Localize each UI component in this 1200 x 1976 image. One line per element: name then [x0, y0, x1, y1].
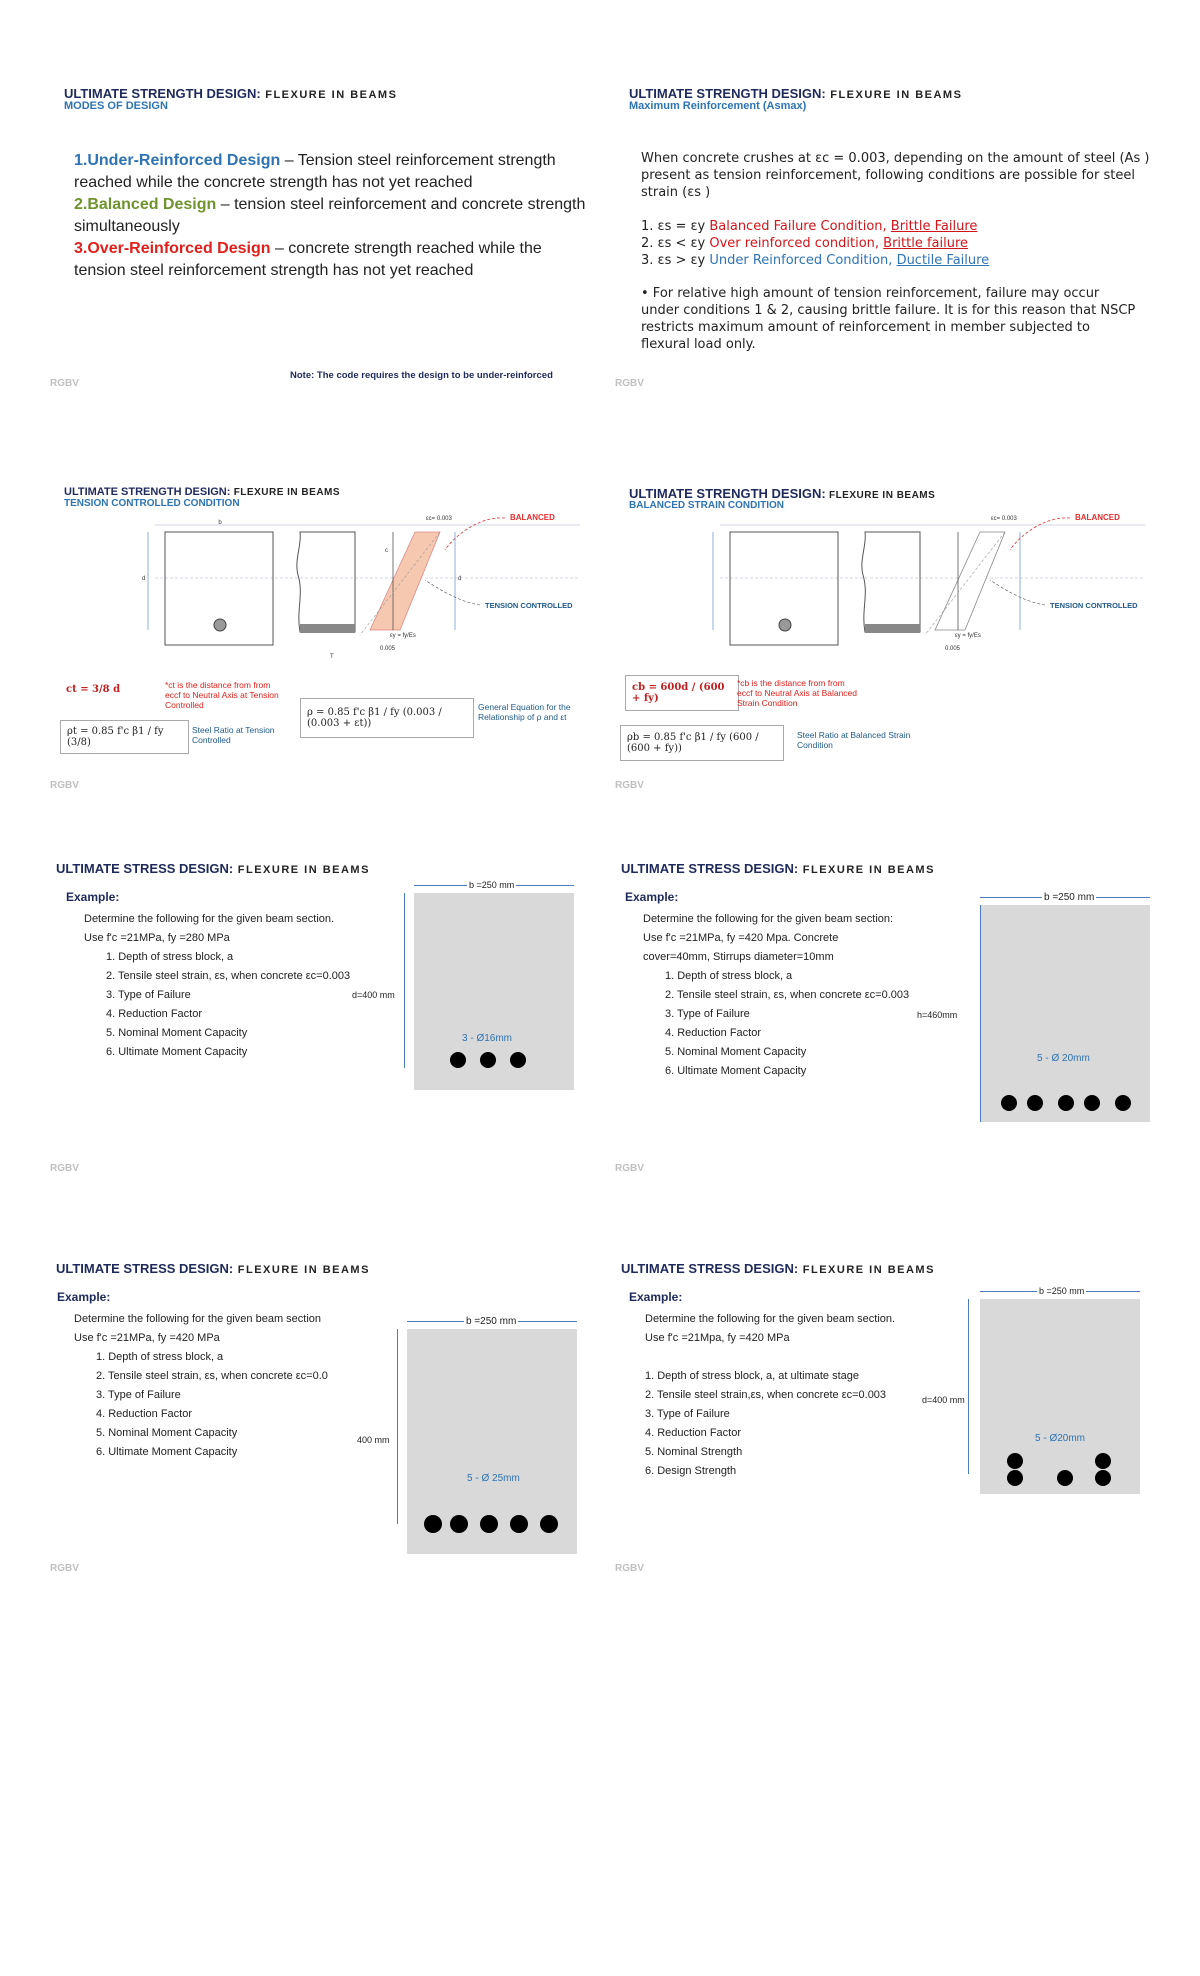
rebar: [1115, 1095, 1131, 1111]
problem-items: [645, 1367, 945, 1481]
label-tension-controlled: TENSION CONTROLLED: [1050, 601, 1138, 610]
beam-width: b =250 mm: [1039, 1286, 1085, 1296]
beam-depth: h=460mm: [917, 1010, 958, 1020]
problem-item: 6. Design Strength: [645, 1465, 737, 1477]
bar-spec: 5 - Ø 20mm: [1037, 1053, 1090, 1064]
example-text: [74, 1310, 364, 1462]
example-label: Example:: [66, 890, 120, 904]
eq-rho-t-note: Steel Ratio at Tension Controlled: [192, 725, 275, 745]
problem-item: 3. Type of Failure: [96, 1389, 181, 1401]
condition-3: 3. εs > εy Under Reinforced Condition, Ductile Failure: [641, 253, 990, 268]
slide-subtitle: MODES OF DESIGN: [64, 100, 168, 112]
problem-item: 6. Ultimate Moment Capacity: [106, 1046, 248, 1058]
label-tension-controlled: TENSION CONTROLLED: [485, 601, 573, 610]
depth-dimension-line: [404, 893, 405, 1068]
eq-cb: cb = 600d / (600 + fy): [625, 675, 739, 711]
rebar: [1057, 1470, 1073, 1486]
bar-spec: 3 - Ø16mm: [462, 1033, 513, 1044]
footer-mark: RGBV: [50, 780, 79, 791]
problem-items: [643, 967, 943, 1081]
eq-ct-note: *ct is the distance from from eccf to Neutral Axis at Tension Controlled: [165, 680, 279, 710]
label-eps-c: εc= 0.003: [426, 516, 452, 522]
slide-title: ULTIMATE STRESS DESIGN: FLEXURE IN BEAMS: [621, 861, 935, 876]
problem-item: 6. Ultimate Moment Capacity: [665, 1065, 807, 1077]
problem-item: 4. Reduction Factor: [665, 1027, 761, 1039]
beam-section: [980, 1299, 1140, 1494]
footer-mark: RGBV: [50, 1163, 79, 1174]
rebar: [450, 1515, 468, 1533]
rebar: [1095, 1470, 1111, 1486]
slide-subtitle: Maximum Reinforcement (Asmax): [629, 100, 807, 112]
label-c: c: [385, 548, 388, 554]
problem-line-2: Use f'c =21Mpa, fy =420 MPa: [645, 1332, 790, 1344]
slide-balanced-strain: [615, 480, 1185, 820]
eq-rho-t: ρt = 0.85 f'c β1 / fy (3/8): [60, 720, 189, 754]
label-balanced: BALANCED: [1075, 513, 1120, 522]
rebar: [450, 1052, 466, 1068]
problem-line-3: cover=40mm, Stirrups diameter=10mm: [643, 951, 834, 963]
footer-mark: RGBV: [50, 378, 79, 389]
slide-max-reinforcement: [615, 80, 1185, 420]
slide-example-3: [52, 1255, 612, 1595]
rebar: [510, 1052, 526, 1068]
problem-item: 4. Reduction Factor: [106, 1008, 202, 1020]
beam-depth: 400 mm: [357, 1435, 390, 1445]
slide-example-1: [52, 855, 612, 1195]
problem-item: 4. Reduction Factor: [645, 1427, 741, 1439]
footer-mark: RGBV: [615, 1163, 644, 1174]
condition-1: 1. εs = εy Balanced Failure Condition, Brittle Failure: [641, 219, 978, 234]
label-eps-c: εc= 0.003: [991, 516, 1017, 522]
problem-item: 1. Depth of stress block, a: [665, 970, 793, 982]
rebar: [510, 1515, 528, 1533]
footer-mark: RGBV: [615, 378, 644, 389]
label-T: T: [330, 654, 334, 660]
depth-dimension-line: [980, 905, 981, 1122]
beam-section: [980, 905, 1150, 1122]
intro-text: When concrete crushes at εc = 0.003, depending on the amount of steel (As ) present as tension reinforcement, following conditions are possible for steel strain (εs ): [641, 151, 1150, 200]
mode-over-reinforced: 3.Over-Reinforced Design – concrete strength reached while the tension steel reinforcement strength has not yet reached: [74, 240, 542, 279]
depth-dimension-line: [397, 1329, 398, 1524]
slide-title: ULTIMATE STRENGTH DESIGN: FLEXURE IN BEAMS: [629, 86, 963, 101]
rebar: [1007, 1453, 1023, 1469]
eq-rho-general: ρ = 0.85 f'c β1 / fy (0.003 / (0.003 + εt)): [300, 698, 474, 738]
eq-rho-b-note: Steel Ratio at Balanced Strain Condition: [797, 730, 911, 750]
slide-title: ULTIMATE STRESS DESIGN: FLEXURE IN BEAMS: [56, 1261, 370, 1276]
footer-mark: RGBV: [615, 780, 644, 791]
problem-items: [74, 1348, 364, 1462]
rebar: [424, 1515, 442, 1533]
beam-width: b =250 mm: [466, 1316, 517, 1327]
label-005: 0.005: [945, 646, 961, 652]
beam-depth: d=400 mm: [922, 1395, 965, 1405]
label-d-right: d: [458, 576, 462, 582]
rebar: [1095, 1453, 1111, 1469]
strain-diagram: [625, 480, 1185, 680]
slide-title: ULTIMATE STRESS DESIGN: FLEXURE IN BEAMS: [56, 861, 370, 876]
rebar: [1007, 1470, 1023, 1486]
example-text: [84, 910, 384, 1062]
condition-2: 2. εs < εy Over reinforced condition, Brittle failure: [641, 236, 969, 251]
footer-mark: RGBV: [50, 1563, 79, 1574]
example-text: [643, 910, 943, 1081]
strain-conditions: [641, 218, 1151, 269]
problem-item: 1. Depth of stress block, a: [96, 1351, 224, 1363]
rebar: [540, 1515, 558, 1533]
beam-width: b =250 mm: [1044, 892, 1095, 903]
nscp-note: • For relative high amount of tension reinforcement, failure may occur under conditions 1 & 2, causing brittle failure. It is for this reason that NSCP restricts maximum amount of reinforcement in member subjected to flexural load only.: [641, 286, 1136, 352]
label-fy-es: εy = fy/Es: [390, 633, 416, 639]
label-005: 0.005: [380, 646, 396, 652]
slide-subtitle: TENSION CONTROLLED CONDITION: [64, 498, 240, 509]
beam-depth: d=400 mm: [352, 990, 395, 1000]
example-label: Example:: [625, 890, 679, 904]
slide-example-4: [617, 1255, 1177, 1595]
slide-title: ULTIMATE STRENGTH DESIGN: FLEXURE IN BEAMS: [64, 486, 341, 498]
slide-modes-of-design: [50, 80, 620, 420]
mode-balanced: 2.Balanced Design – tension steel reinforcement and concrete strength simultaneously: [74, 196, 586, 235]
mode-under-reinforced: 1.Under-Reinforced Design – Tension steel reinforcement strength reached while the concrete strength has not yet reached: [74, 152, 556, 191]
rebar: [480, 1515, 498, 1533]
problem-item: 5. Nominal Strength: [645, 1446, 743, 1458]
problem-item: 1. Depth of stress block, a: [106, 951, 234, 963]
problem-item: 2. Tensile steel strain, εs, when concrete εc=0.003: [665, 989, 910, 1001]
bar-spec: 5 - Ø20mm: [1035, 1433, 1086, 1444]
problem-item: 6. Ultimate Moment Capacity: [96, 1446, 238, 1458]
slide-title: ULTIMATE STRESS DESIGN: FLEXURE IN BEAMS: [621, 1261, 935, 1276]
label-balanced: BALANCED: [510, 513, 555, 522]
problem-line-2: Use f'c =21MPa, fy =280 MPa: [84, 932, 230, 944]
eq-rho-general-note: General Equation for the Relationship of ρ and εt: [478, 702, 571, 722]
problem-item: 3. Type of Failure: [665, 1008, 750, 1020]
slide-title: ULTIMATE STRENGTH DESIGN: FLEXURE IN BEAMS: [629, 486, 936, 501]
bar-spec: 5 - Ø 25mm: [467, 1473, 520, 1484]
slide-tension-controlled: [50, 480, 620, 820]
example-label: Example:: [57, 1290, 111, 1304]
slide-title: ULTIMATE STRENGTH DESIGN: FLEXURE IN BEAMS: [64, 86, 398, 101]
design-modes-list: [74, 150, 594, 282]
rebar: [1084, 1095, 1100, 1111]
problem-line-1: Determine the following for the given beam section: [74, 1313, 322, 1325]
problem-item: 2. Tensile steel strain, εs, when concrete εc=0.0: [96, 1370, 328, 1382]
slide-example-2: [617, 855, 1177, 1195]
eq-cb-note: *cb is the distance from from eccf to Neutral Axis at Balanced Strain Condition: [737, 678, 858, 708]
eq-rho-b: ρb = 0.85 f'c β1 / fy (600 / (600 + fy)): [620, 725, 784, 761]
rebar: [1058, 1095, 1074, 1111]
problem-item: 5. Nominal Moment Capacity: [106, 1027, 248, 1039]
problem-line-2: Use f'c =21MPa, fy =420 Mpa. Concrete: [643, 932, 839, 944]
rebar: [1001, 1095, 1017, 1111]
beam-width: b =250 mm: [469, 880, 515, 890]
problem-item: 2. Tensile steel strain,εs, when concrete εc=0.003: [645, 1389, 887, 1401]
code-note: Note: The code requires the design to be under-reinforced: [290, 370, 553, 381]
example-label: Example:: [629, 1290, 683, 1304]
problem-item: 1. Depth of stress block, a, at ultimate stage: [645, 1370, 859, 1382]
problem-line-2: Use f'c =21MPa, fy =420 MPa: [74, 1332, 220, 1344]
label-d: d: [142, 576, 146, 582]
eq-ct: ct = 3/8 d: [60, 680, 126, 699]
problem-items: [84, 948, 384, 1062]
rebar: [1027, 1095, 1043, 1111]
problem-line-1: Determine the following for the given beam section.: [84, 913, 335, 925]
problem-item: 2. Tensile steel strain, εs, when concrete εc=0.003: [106, 970, 351, 982]
label-fy-es: εy = fy/Es: [955, 633, 981, 639]
problem-item: 3. Type of Failure: [645, 1408, 730, 1420]
problem-item: 5. Nominal Moment Capacity: [665, 1046, 807, 1058]
footer-mark: RGBV: [615, 1563, 644, 1574]
slide-subtitle: BALANCED STRAIN CONDITION: [629, 500, 784, 511]
problem-item: 5. Nominal Moment Capacity: [96, 1427, 238, 1439]
problem-item: 3. Type of Failure: [106, 989, 191, 1001]
problem-item: 4. Reduction Factor: [96, 1408, 192, 1420]
problem-line-1: Determine the following for the given beam section.: [645, 1313, 896, 1325]
problem-line-1: Determine the following for the given beam section:: [643, 913, 894, 925]
depth-dimension-line: [968, 1299, 969, 1474]
rebar: [480, 1052, 496, 1068]
strain-diagram: [60, 480, 620, 680]
example-text: [645, 1310, 945, 1481]
label-b: b: [218, 520, 222, 526]
